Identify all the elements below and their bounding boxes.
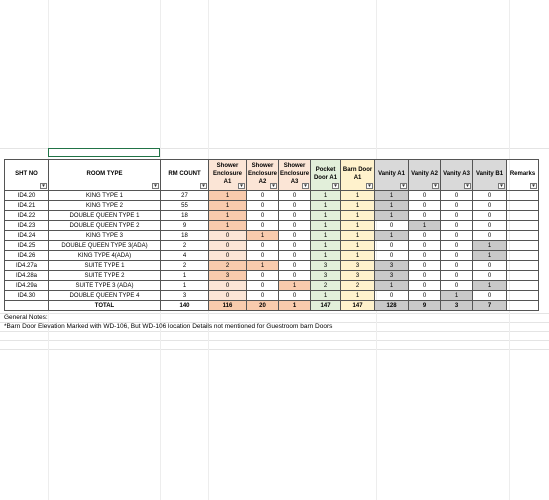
column-header-label: Vanity A1 — [378, 171, 405, 177]
table-cell[interactable]: 3 — [375, 261, 409, 271]
column-header-label: ROOM TYPE — [86, 171, 123, 177]
table-cell[interactable]: 0 — [279, 191, 311, 201]
table-row — [5, 261, 539, 271]
table-cell[interactable] — [507, 211, 539, 221]
table-cell[interactable]: 0 — [441, 281, 473, 291]
table-cell[interactable]: 27 — [161, 191, 209, 201]
table-cell[interactable]: 1 — [441, 291, 473, 301]
table-cell[interactable]: 18 — [161, 211, 209, 221]
table-cell[interactable]: 1 — [409, 221, 441, 231]
column-header-label: Vanity B1 — [476, 171, 504, 177]
total-cell[interactable]: 116 — [209, 301, 247, 311]
column-header-shower-enclosure-a2 — [247, 160, 279, 191]
table-cell[interactable]: 0 — [279, 201, 311, 211]
table-cell[interactable]: 1 — [311, 251, 341, 261]
table-cell[interactable]: 0 — [209, 241, 247, 251]
filter-dropdown-icon[interactable]: ▾ — [40, 183, 47, 189]
table-row — [5, 241, 539, 251]
table-cell[interactable]: 18 — [161, 231, 209, 241]
table-cell[interactable]: 1 — [341, 241, 375, 251]
table-cell[interactable]: KING TYPE 2 — [49, 201, 161, 211]
table-cell[interactable]: 1 — [341, 291, 375, 301]
table-cell[interactable]: 1 — [161, 271, 209, 281]
table-cell[interactable]: 0 — [279, 211, 311, 221]
table-cell[interactable]: ID4.21 — [5, 201, 49, 211]
column-header-vanity-a1 — [375, 160, 409, 191]
total-cell[interactable]: 7 — [473, 301, 507, 311]
table-cell[interactable]: 0 — [375, 221, 409, 231]
total-cell[interactable]: 9 — [409, 301, 441, 311]
table-cell[interactable]: 2 — [311, 281, 341, 291]
table-cell[interactable]: 3 — [375, 271, 409, 281]
table-cell[interactable]: 0 — [375, 291, 409, 301]
table-cell[interactable]: 0 — [375, 241, 409, 251]
table-cell[interactable]: 1 — [375, 231, 409, 241]
table-cell[interactable]: ID4.23 — [5, 221, 49, 231]
general-notes — [4, 313, 332, 331]
table-cell[interactable]: 0 — [247, 211, 279, 221]
table-cell[interactable]: 0 — [247, 221, 279, 231]
table-cell[interactable]: ID4.24 — [5, 231, 49, 241]
table-cell[interactable]: 3 — [209, 271, 247, 281]
table-cell[interactable]: 1 — [375, 211, 409, 221]
table-cell[interactable]: 2 — [161, 241, 209, 251]
selected-cell[interactable] — [48, 148, 160, 157]
column-header-sht-no — [5, 160, 49, 191]
table-cell[interactable]: KING TYPE 4(ADA) — [49, 251, 161, 261]
table-cell[interactable]: 1 — [209, 221, 247, 231]
table-cell[interactable]: 0 — [247, 201, 279, 211]
table-cell[interactable]: 0 — [409, 251, 441, 261]
table-cell[interactable]: 3 — [311, 271, 341, 281]
notes-line-1: *Barn Door Elevation Marked with WD-106, But WD-106 location Details not mentioned for Guestroom barn Doors — [4, 323, 333, 330]
table-cell[interactable]: SUITE TYPE 3 (ADA) — [49, 281, 161, 291]
column-header-label: Vanity A3 — [443, 171, 470, 177]
table-cell[interactable]: 1 — [209, 191, 247, 201]
column-header-barn-door-a1 — [341, 160, 375, 191]
filter-dropdown-icon[interactable]: ▾ — [366, 183, 373, 189]
table-cell[interactable]: SUITE TYPE 2 — [49, 271, 161, 281]
table-cell[interactable]: 1 — [247, 261, 279, 271]
table-cell[interactable] — [507, 291, 539, 301]
table-cell[interactable]: 0 — [473, 211, 507, 221]
table-cell[interactable]: 0 — [473, 271, 507, 281]
table-cell[interactable]: 0 — [409, 291, 441, 301]
table-cell[interactable]: 1 — [311, 221, 341, 231]
filter-dropdown-icon[interactable]: ▾ — [432, 183, 439, 189]
total-cell[interactable]: 3 — [441, 301, 473, 311]
table-cell[interactable]: ID4.27a — [5, 261, 49, 271]
table-cell[interactable]: 0 — [441, 211, 473, 221]
table-cell[interactable]: 0 — [279, 251, 311, 261]
table-cell[interactable]: 1 — [341, 251, 375, 261]
filter-dropdown-icon[interactable]: ▾ — [400, 183, 407, 189]
column-header-label: SHT NO — [15, 171, 38, 177]
table-cell[interactable]: ID4.29a — [5, 281, 49, 291]
total-cell[interactable] — [507, 301, 539, 311]
table-cell[interactable] — [507, 281, 539, 291]
total-cell[interactable]: 1 — [279, 301, 311, 311]
column-header-label: Pocket Door A1 — [313, 167, 338, 181]
total-cell[interactable] — [5, 301, 49, 311]
table-cell[interactable]: 0 — [441, 221, 473, 231]
column-header-label: Shower Enclosure A2 — [248, 163, 278, 185]
table-cell[interactable]: 0 — [409, 211, 441, 221]
table-cell[interactable]: 1 — [375, 201, 409, 211]
table-cell[interactable]: 1 — [473, 241, 507, 251]
filter-dropdown-icon[interactable]: ▾ — [270, 183, 277, 189]
table-row — [5, 221, 539, 231]
table-cell[interactable]: SUITE TYPE 1 — [49, 261, 161, 271]
column-header-label: Vanity A2 — [411, 171, 438, 177]
table-cell[interactable] — [507, 231, 539, 241]
table-cell[interactable]: 0 — [279, 261, 311, 271]
table-cell[interactable]: ID4.20 — [5, 191, 49, 201]
header-row — [5, 160, 539, 191]
table-cell[interactable]: 1 — [341, 211, 375, 221]
table-row — [5, 191, 539, 201]
table-cell[interactable]: 0 — [375, 251, 409, 261]
table-cell[interactable]: ID4.25 — [5, 241, 49, 251]
column-header-shower-enclosure-a1 — [209, 160, 247, 191]
table-cell[interactable]: DOUBLE QUEEN TYPE 2 — [49, 221, 161, 231]
table-cell[interactable]: 1 — [341, 231, 375, 241]
total-cell[interactable]: 147 — [311, 301, 341, 311]
filter-dropdown-icon[interactable]: ▾ — [530, 183, 537, 189]
table-row — [5, 271, 539, 281]
column-header-pocket-door-a1 — [311, 160, 341, 191]
table-cell[interactable]: 4 — [161, 251, 209, 261]
table-cell[interactable]: 0 — [247, 271, 279, 281]
table-cell[interactable]: 0 — [473, 201, 507, 211]
filter-dropdown-icon[interactable]: ▾ — [332, 183, 339, 189]
table-cell[interactable]: 0 — [279, 221, 311, 231]
door-vanity-schedule-table — [4, 159, 539, 311]
table-cell[interactable]: 1 — [341, 201, 375, 211]
table-cell[interactable] — [507, 221, 539, 231]
filter-dropdown-icon[interactable]: ▾ — [152, 183, 159, 189]
table-row — [5, 201, 539, 211]
filter-dropdown-icon[interactable]: ▾ — [200, 183, 207, 189]
table-cell[interactable]: 3 — [311, 261, 341, 271]
column-header-vanity-a2 — [409, 160, 441, 191]
table-cell[interactable]: 1 — [311, 211, 341, 221]
column-header-remarks — [507, 160, 539, 191]
table-cell[interactable]: 1 — [375, 281, 409, 291]
table-cell[interactable]: 0 — [473, 291, 507, 301]
table-cell[interactable]: 0 — [409, 201, 441, 211]
table-cell[interactable] — [507, 241, 539, 251]
total-cell[interactable]: 20 — [247, 301, 279, 311]
column-header-room-type — [49, 160, 161, 191]
table-cell[interactable]: 3 — [341, 271, 375, 281]
table-row — [5, 211, 539, 221]
table-cell[interactable]: ID4.30 — [5, 291, 49, 301]
column-header-vanity-b1 — [473, 160, 507, 191]
table-cell[interactable]: 1 — [311, 201, 341, 211]
table-cell[interactable]: 1 — [311, 191, 341, 201]
table-cell[interactable]: 0 — [209, 231, 247, 241]
table-cell[interactable]: 0 — [279, 291, 311, 301]
table-cell[interactable]: KING TYPE 1 — [49, 191, 161, 201]
table-cell[interactable]: 1 — [311, 231, 341, 241]
table-cell[interactable]: 0 — [441, 261, 473, 271]
table-cell[interactable]: 0 — [247, 251, 279, 261]
column-header-shower-enclosure-a3 — [279, 160, 311, 191]
table-cell[interactable] — [507, 201, 539, 211]
table-cell[interactable]: 0 — [441, 251, 473, 261]
table-cell[interactable]: 3 — [161, 291, 209, 301]
column-header-label: RM COUNT — [168, 171, 201, 177]
table-cell[interactable]: 0 — [441, 191, 473, 201]
table-cell[interactable]: 0 — [441, 271, 473, 281]
table-cell[interactable]: 0 — [409, 231, 441, 241]
table-cell[interactable]: 0 — [409, 271, 441, 281]
table-cell[interactable]: 0 — [473, 221, 507, 231]
table-cell[interactable]: 3 — [341, 261, 375, 271]
table-cell[interactable]: 0 — [473, 261, 507, 271]
table-cell[interactable]: 1 — [341, 191, 375, 201]
table-cell[interactable]: 0 — [409, 191, 441, 201]
table-cell[interactable]: 2 — [209, 261, 247, 271]
table-cell[interactable] — [507, 251, 539, 261]
table-cell[interactable]: 0 — [209, 251, 247, 261]
table-cell[interactable]: 0 — [247, 291, 279, 301]
table-cell[interactable]: 1 — [209, 211, 247, 221]
table-cell[interactable]: 0 — [209, 291, 247, 301]
table-cell[interactable]: 1 — [375, 191, 409, 201]
table-cell[interactable] — [507, 271, 539, 281]
table-cell[interactable]: DOUBLE QUEEN TYPE 3(ADA) — [49, 241, 161, 251]
table-cell[interactable]: 2 — [161, 261, 209, 271]
table-row — [5, 231, 539, 241]
column-header-label: Shower Enclosure A3 — [280, 163, 310, 185]
table-cell[interactable]: ID4.26 — [5, 251, 49, 261]
column-header-label: Remarks — [509, 171, 536, 177]
table-cell[interactable]: 1 — [247, 231, 279, 241]
table-row — [5, 251, 539, 261]
table-cell[interactable]: DOUBLE QUEEN TYPE 4 — [49, 291, 161, 301]
table-cell[interactable]: 0 — [409, 241, 441, 251]
table-cell[interactable]: 55 — [161, 201, 209, 211]
filter-dropdown-icon[interactable]: ▾ — [498, 183, 505, 189]
total-cell[interactable]: 140 — [161, 301, 209, 311]
table-cell[interactable]: 0 — [279, 271, 311, 281]
notes-heading: General Notes: — [4, 314, 48, 321]
table-cell[interactable]: 0 — [441, 231, 473, 241]
table-cell[interactable]: 1 — [311, 241, 341, 251]
table-cell[interactable]: 1 — [341, 221, 375, 231]
column-header-label: Barn Door A1 — [342, 167, 373, 181]
table-cell[interactable]: 1 — [473, 281, 507, 291]
table-cell[interactable]: 0 — [473, 231, 507, 241]
table-cell[interactable]: 0 — [247, 281, 279, 291]
table-cell[interactable]: 9 — [161, 221, 209, 231]
filter-dropdown-icon[interactable]: ▾ — [238, 183, 245, 189]
filter-dropdown-icon[interactable]: ▾ — [302, 183, 309, 189]
table-cell[interactable]: 0 — [409, 261, 441, 271]
table-cell[interactable]: 1 — [209, 201, 247, 211]
table-cell[interactable]: 0 — [209, 281, 247, 291]
table-cell[interactable]: 1 — [279, 281, 311, 291]
table-cell[interactable]: 2 — [341, 281, 375, 291]
table-cell[interactable]: 0 — [441, 241, 473, 251]
table-cell[interactable] — [507, 261, 539, 271]
table-cell[interactable]: 0 — [473, 191, 507, 201]
table-cell[interactable]: 0 — [409, 281, 441, 291]
table-cell[interactable]: KING TYPE 3 — [49, 231, 161, 241]
table-cell[interactable]: ID4.22 — [5, 211, 49, 221]
table-cell[interactable]: 1 — [473, 251, 507, 261]
table-cell[interactable]: 0 — [279, 231, 311, 241]
column-header-label: Shower Enclosure A1 — [212, 163, 242, 185]
total-cell[interactable]: 128 — [375, 301, 409, 311]
total-cell[interactable]: 147 — [341, 301, 375, 311]
filter-dropdown-icon[interactable]: ▾ — [464, 183, 471, 189]
column-header-rm-count — [161, 160, 209, 191]
table-body — [5, 191, 539, 311]
column-header-vanity-a3 — [441, 160, 473, 191]
table-cell[interactable]: 0 — [247, 191, 279, 201]
table-row — [5, 281, 539, 291]
table-cell[interactable] — [507, 191, 539, 201]
table-cell[interactable]: 0 — [441, 201, 473, 211]
table-cell[interactable]: ID4.28a — [5, 271, 49, 281]
table-cell[interactable]: 1 — [311, 291, 341, 301]
table-cell[interactable]: 1 — [161, 281, 209, 291]
total-row — [5, 301, 539, 311]
total-cell[interactable]: TOTAL — [49, 301, 161, 311]
table-cell[interactable]: 0 — [247, 241, 279, 251]
table-row — [5, 291, 539, 301]
table-cell[interactable]: 0 — [279, 241, 311, 251]
table-cell[interactable]: DOUBLE QUEEN TYPE 1 — [49, 211, 161, 221]
